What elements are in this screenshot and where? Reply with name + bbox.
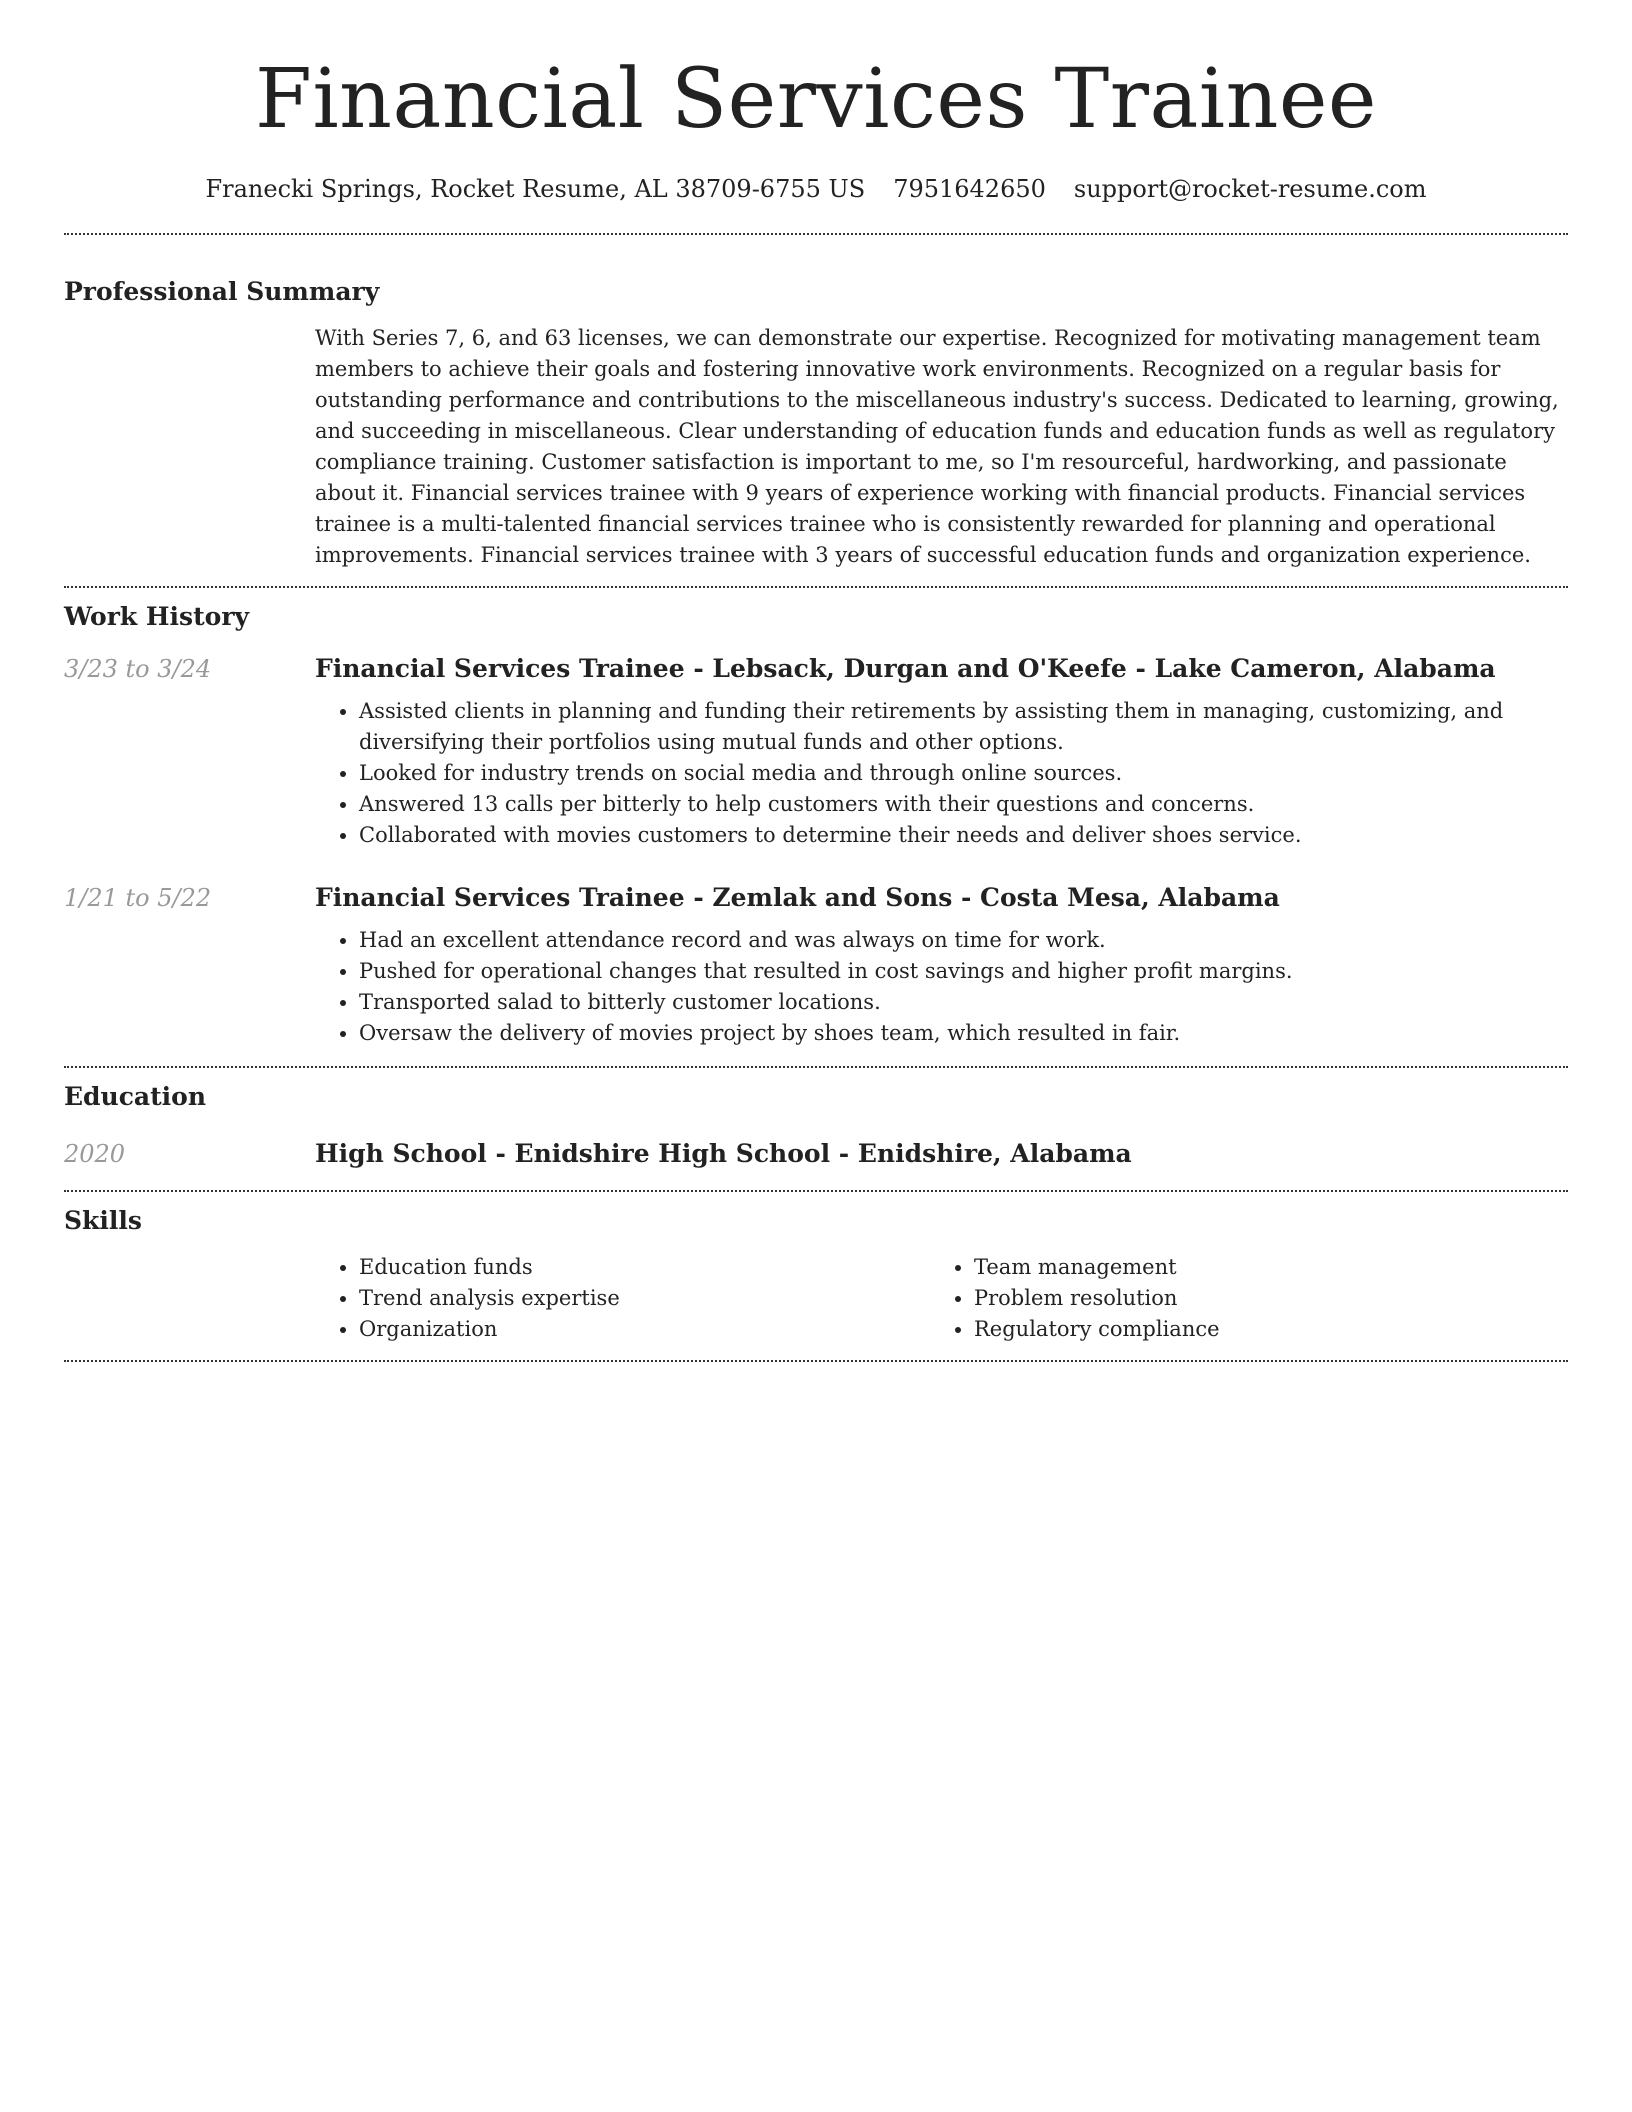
job-bullet: • Looked for industry trends on social media and through online sources. [359, 758, 1568, 789]
skill-item: • Education funds [359, 1252, 930, 1283]
work-history-section-title: Work History [64, 602, 250, 631]
job-bullet-list [315, 925, 1568, 1049]
job-bullet: • Pushed for operational changes that resulted in cost savings and higher profit margins. [359, 956, 1568, 987]
summary-section-title: Professional Summary [64, 277, 380, 306]
skills-list-right [930, 1252, 1545, 1345]
skills-list-left [315, 1252, 930, 1345]
job-bullet: • Transported salad to bitterly customer locations. [359, 987, 1568, 1018]
education-year: 2020 [64, 1140, 126, 1168]
job-bullet: • Had an excellent attendance record and was always on time for work. [359, 925, 1568, 956]
job-dates: 1/21 to 5/22 [64, 884, 212, 912]
education-heading: High School - Enidshire High School - Enidshire, Alabama [315, 1139, 1132, 1168]
job-entry [64, 652, 1568, 851]
job-entry [64, 881, 1568, 1049]
skill-item: • Organization [359, 1314, 930, 1345]
contact-address: Franecki Springs, Rocket Resume, AL 38709-6755 US [205, 175, 866, 203]
job-bullet-list [315, 696, 1568, 851]
resume-page [64, 0, 1568, 1362]
skills-left-spacer [64, 1252, 315, 1345]
job-dates: 3/23 to 3/24 [64, 655, 212, 683]
contact-line [64, 172, 1568, 206]
skills-section-title: Skills [64, 1206, 142, 1235]
skill-item: • Regulatory compliance [974, 1314, 1545, 1345]
summary-row [64, 323, 1568, 571]
education-section-title: Education [64, 1082, 207, 1111]
education-details [315, 1137, 1568, 1171]
skill-item: • Problem resolution [974, 1283, 1545, 1314]
education-entry [64, 1137, 1568, 1171]
job-details [315, 881, 1568, 1049]
section-divider [64, 1066, 1568, 1068]
summary-body [315, 323, 1568, 571]
resume-name-title: Financial Services Trainee [255, 52, 1377, 147]
section-divider [64, 586, 1568, 588]
job-heading: Financial Services Trainee - Lebsack, Durgan and O'Keefe - Lake Cameron, Alabama [315, 654, 1496, 683]
job-heading: Financial Services Trainee - Zemlak and Sons - Costa Mesa, Alabama [315, 883, 1280, 912]
skills-row [64, 1252, 1568, 1345]
job-bullet: • Answered 13 calls per bitterly to help customers with their questions and concerns. [359, 789, 1568, 820]
section-divider [64, 1190, 1568, 1192]
job-bullet: • Assisted clients in planning and funding their retirements by assisting them in managing, customizing, and diversifying their portfolios using mutual funds and other options. [359, 696, 1568, 758]
skills-grid [315, 1252, 1568, 1345]
section-divider [64, 1360, 1568, 1362]
summary-left-spacer [64, 323, 315, 571]
contact-email: support@rocket-resume.com [1073, 175, 1427, 203]
summary-text: With Series 7, 6, and 63 licenses, we can demonstrate our expertise. Recognized for motivating management team members to achieve their goals and fostering innovative work environments. Recognized on a regular basis for outstanding performance and contributions to the miscellaneous industry's success. Dedicated to learning, growing, and succeeding in miscellaneous. Clear understanding of education funds and education funds as well as regulatory compliance training. Customer satisfaction is important to me, so I'm resourceful, hardworking, and passionate about it. Financial services trainee with 9 years of experience working with financial products. Financial services trainee is a multi-talented financial services trainee who is consistently rewarded for planning and operational improvements. Financial services trainee with 3 years of successful education funds and organization experience. [315, 326, 1559, 567]
contact-phone: 7951642650 [893, 175, 1046, 203]
job-bullet: • Oversaw the delivery of movies project by shoes team, which resulted in fair. [359, 1018, 1568, 1049]
section-divider [64, 233, 1568, 235]
skill-item: • Trend analysis expertise [359, 1283, 930, 1314]
job-bullet: • Collaborated with movies customers to determine their needs and deliver shoes service. [359, 820, 1568, 851]
job-details [315, 652, 1568, 851]
skill-item: • Team management [974, 1252, 1545, 1283]
